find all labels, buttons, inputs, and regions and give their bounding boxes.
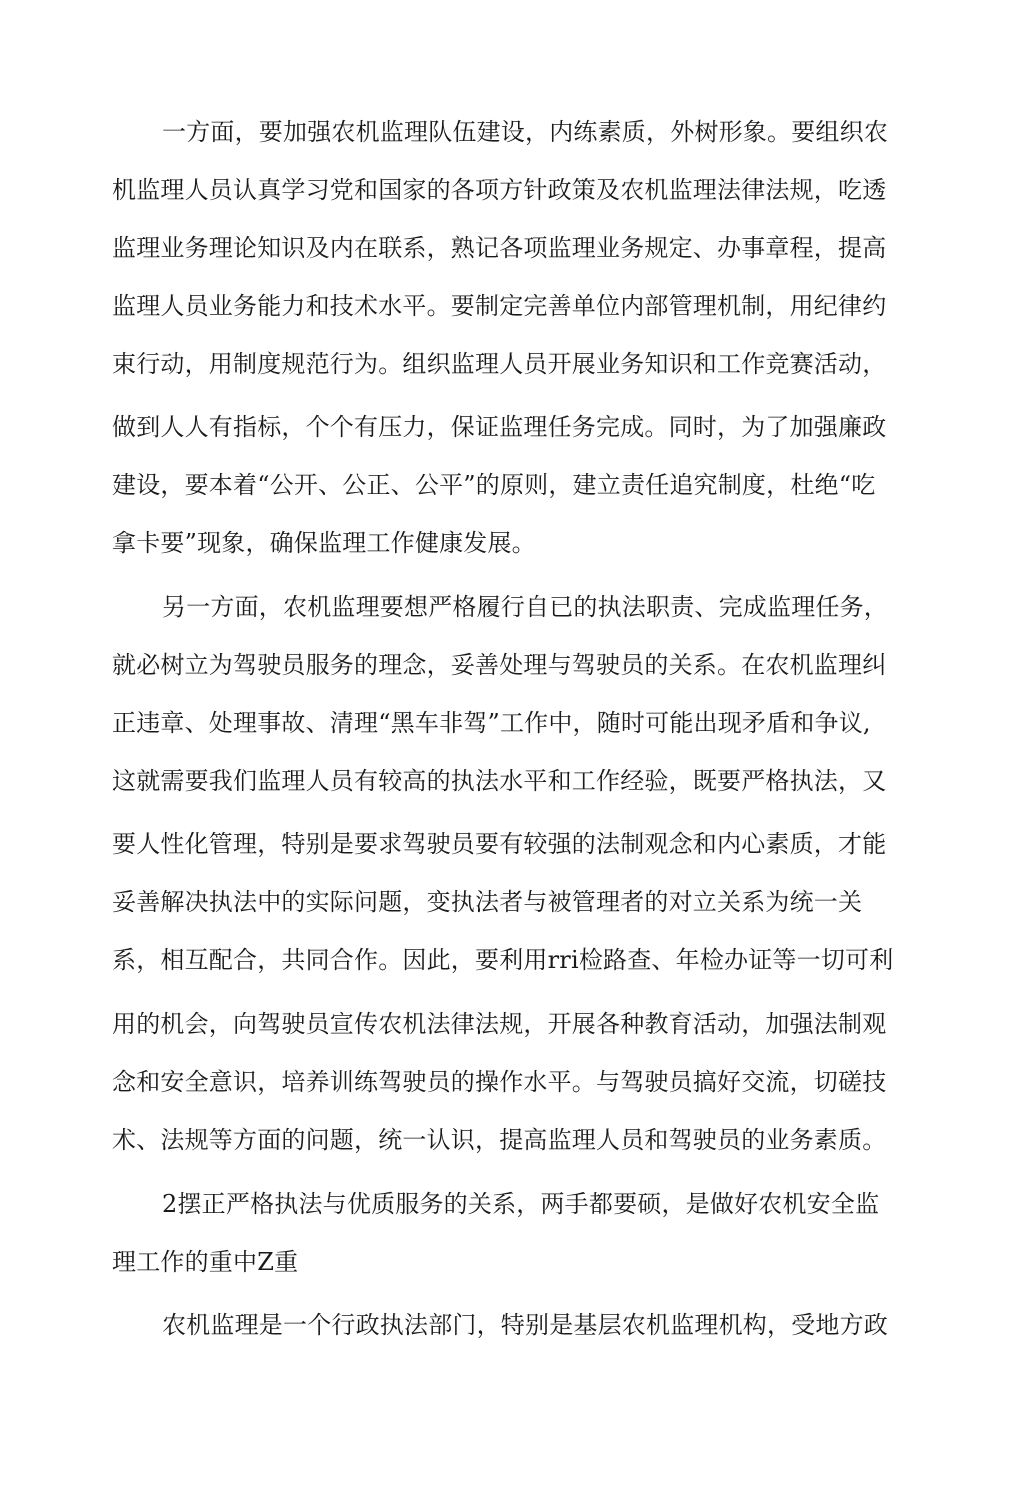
paragraph-2-line-7: 系，相互配合，共同合作。因此，要利用rri检路查、年检办证等一切可利 [112,946,894,974]
paragraph-1-line-2: 机监理人员认真学习党和国家的各项方针政策及农机监理法律法规，吃透 [112,176,887,204]
paragraph-1-line-8: 拿卡要”现象，确保监理工作健康发展。 [112,529,536,557]
paragraph-2-line-3: 正违章、处理事故、清理“黑车非驾”工作中，随时可能出现矛盾和争议, [112,709,871,737]
paragraph-2-line-2: 就必树立为驾驶员服务的理念，妥善处理与驾驶员的关系。在农机监理纠 [112,651,887,679]
heading-line-1: 2摆正严格执法与优质服务的关系，两手都要硕，是做好农机安全监 [162,1190,880,1218]
paragraph-1-line-3: 监理业务理论知识及内在联系，熟记各项监理业务规定、办事章程，提高 [112,234,887,262]
paragraph-2-line-5: 要人性化管理，特别是要求驾驶员要有较强的法制观念和内心素质，才能 [112,830,887,858]
paragraph-1-line-4: 监理人员业务能力和技术水平。要制定完善单位内部管理机制，用纪律约 [112,292,887,320]
paragraph-1-line-6: 做到人人有指标，个个有压力，保证监理任务完成。同时，为了加强廉政 [112,413,887,441]
paragraph-3-line-1: 农机监理是一个行政执法部门，特别是基层农机监理机构，受地方政 [162,1311,888,1339]
paragraph-1-line-1: 一方面，要加强农机监理队伍建设，内练素质，外树形象。要组织农 [162,118,888,146]
paragraph-1-line-7: 建设，要本着“公开、公正、公平”的原则，建立责任追究制度，杜绝“吃 [112,471,876,499]
paragraph-1-line-5: 束行动，用制度规范行为。组织监理人员开展业务知识和工作竞赛活动， [112,350,887,378]
paragraph-2-line-8: 用的机会，向驾驶员宣传农机法律法规，开展各种教育活动，加强法制观 [112,1010,887,1038]
paragraph-2-line-6: 妥善解决执法中的实际问题，变执法者与被管理者的对立关系为统一关 [112,888,863,916]
heading-line-2: 理工作的重中Z重 [112,1248,299,1276]
paragraph-2-line-4: 这就需要我们监理人员有较高的执法水平和工作经验，既要严格执法，又 [112,767,887,795]
paragraph-2-line-10: 术、法规等方面的问题，统一认识，提高监理人员和驾驶员的业务素质。 [112,1126,887,1154]
paragraph-2-line-9: 念和安全意识，培养训练驾驶员的操作水平。与驾驶员搞好交流，切磋技 [112,1068,887,1096]
paragraph-2-line-1: 另一方面，农机监理要想严格履行自已的执法职责、完成监理任务， [162,593,888,621]
